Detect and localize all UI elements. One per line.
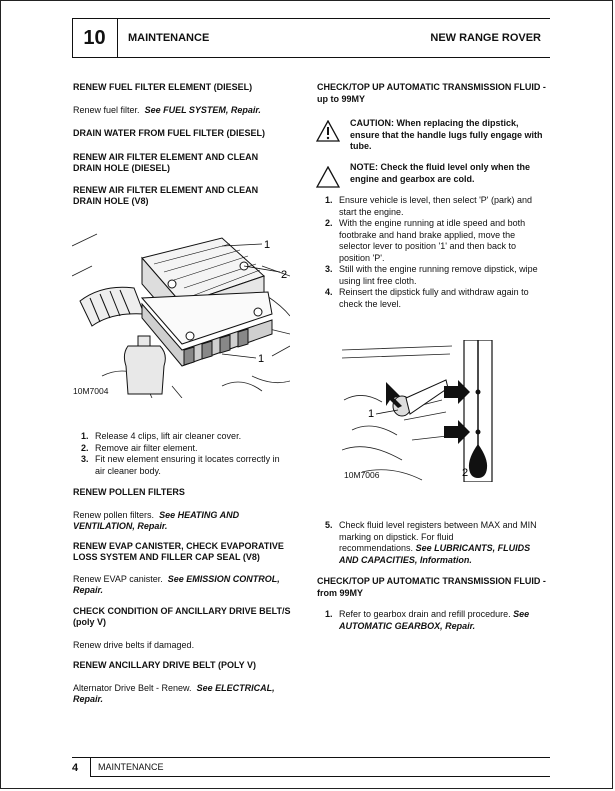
- auto-upto-heading-block: [317, 82, 547, 105]
- belt-check-heading: CHECK CONDITION OF ANCILLARY DRIVE BELT/S (poly V): [73, 605, 291, 627]
- fig-callout-2: 2: [281, 269, 288, 281]
- evap-text: Renew EVAP canister. See EMISSION CONTROL, Repair.: [73, 573, 280, 595]
- pollen-ref[interactable]: See HEATING AND VENTILATION, Repair.: [73, 509, 240, 531]
- steps-list: [325, 195, 547, 310]
- list-item: 3. Still with the engine running remove dipstick, wipe using lint free cloth.: [325, 264, 538, 286]
- section-title: MAINTENANCE: [128, 32, 210, 44]
- auto-from-step: [325, 609, 547, 632]
- fig-callout-2: 2: [462, 467, 469, 479]
- belt-renew-ref[interactable]: See ELECTRICAL, Repair.: [73, 682, 275, 704]
- fuel-filter-heading: RENEW FUEL FILTER ELEMENT (DIESEL): [73, 82, 253, 92]
- fuel-filter-text: Renew fuel filter. See FUEL SYSTEM, Repair.: [73, 104, 261, 115]
- step-5: [325, 520, 547, 566]
- list-item: 1. Refer to gearbox drain and refill procedure. See AUTOMATIC GEARBOX, Repair.: [325, 609, 530, 631]
- page-number: 4: [72, 762, 79, 774]
- air-filter-v8-heading: RENEW AIR FILTER ELEMENT AND CLEAN DRAIN HOLE (V8): [73, 184, 259, 206]
- fig-callout-1: 1: [264, 239, 271, 251]
- list-item: 1. Ensure vehicle is level, then select 'P' (park) and start the engine.: [325, 195, 533, 217]
- left-column-top: [73, 82, 288, 208]
- list-item: 5. Check fluid level registers between MAX and MIN marking on dipstick. For fluid recommendations. See LUBRICANTS, FLUIDS AND CAPACITIES, Information.: [325, 520, 537, 565]
- list-item: 4. Reinsert the dipstick fully and withdraw again to check the level.: [325, 287, 529, 309]
- fuel-filter-ref[interactable]: See FUEL SYSTEM, Repair.: [144, 104, 261, 115]
- lubricants-ref[interactable]: See LUBRICANTS, FLUIDS AND CAPACITIES, Information.: [339, 543, 531, 565]
- left-column-bottom: [73, 487, 295, 706]
- fig-callout-1: 1: [368, 408, 375, 420]
- steps-list: [81, 431, 291, 477]
- evap-ref[interactable]: See EMISSION CONTROL, Repair.: [73, 573, 280, 595]
- pollen-text: Renew pollen filters. See HEATING AND VENTILATION, Repair.: [73, 509, 240, 531]
- figure-code-right: 10M7006: [344, 470, 380, 480]
- air-cleaner-figure: [72, 226, 290, 398]
- auto-from-block: [317, 576, 547, 599]
- footer-section-title: MAINTENANCE: [98, 762, 164, 772]
- section-number: 10: [72, 18, 118, 58]
- pollen-heading: RENEW POLLEN FILTERS: [73, 487, 185, 497]
- list-item: 3. Fit new element ensuring it locates correctly in air cleaner body.: [81, 454, 280, 476]
- figure-code-left: 10M7004: [73, 386, 109, 396]
- automatic-gearbox-ref[interactable]: See AUTOMATIC GEARBOX, Repair.: [339, 609, 530, 631]
- auto-from-heading: CHECK/TOP UP AUTOMATIC TRANSMISSION FLUID - from 99MY: [317, 576, 546, 598]
- belt-check-text: Renew drive belts if damaged.: [73, 639, 195, 650]
- caution-icon: [316, 120, 340, 142]
- note-icon: [316, 166, 340, 188]
- caution-text: CAUTION: When replacing the dipstick, ensure that the handle lugs fully engage with tube.: [350, 118, 543, 151]
- dipstick-figure: [342, 340, 512, 482]
- list-item: 2. With the engine running at idle speed and both footbrake and hand brake applied, move the selector lever to position '1' and then back to position 'P'.: [325, 218, 526, 263]
- list-item: 1. Release 4 clips, lift air cleaner cover.: [81, 431, 242, 441]
- auto-upto-steps: [325, 195, 547, 310]
- note-text: NOTE: Check the fluid level only when the engine and gearbox are cold.: [350, 162, 531, 184]
- auto-upto-heading: CHECK/TOP UP AUTOMATIC TRANSMISSION FLUID - up to 99MY: [317, 82, 546, 104]
- air-filter-diesel-heading: RENEW AIR FILTER ELEMENT AND CLEAN DRAIN HOLE (DIESEL): [73, 151, 259, 173]
- evap-heading: RENEW EVAP CANISTER, CHECK EVAPORATIVE LOSS SYSTEM AND FILLER CAP SEAL (V8): [73, 540, 284, 562]
- fig-callout-1b: 1: [258, 353, 265, 365]
- list-item: 2. Remove air filter element.: [81, 442, 198, 453]
- belt-renew-text: Alternator Drive Belt - Renew. See ELECTRICAL, Repair.: [73, 682, 275, 704]
- belt-renew-heading: RENEW ANCILLARY DRIVE BELT (POLY V): [73, 660, 257, 670]
- air-filter-steps: [81, 431, 291, 477]
- model-name: NEW RANGE ROVER: [430, 32, 541, 44]
- drain-water-heading: DRAIN WATER FROM FUEL FILTER (DIESEL): [73, 128, 265, 138]
